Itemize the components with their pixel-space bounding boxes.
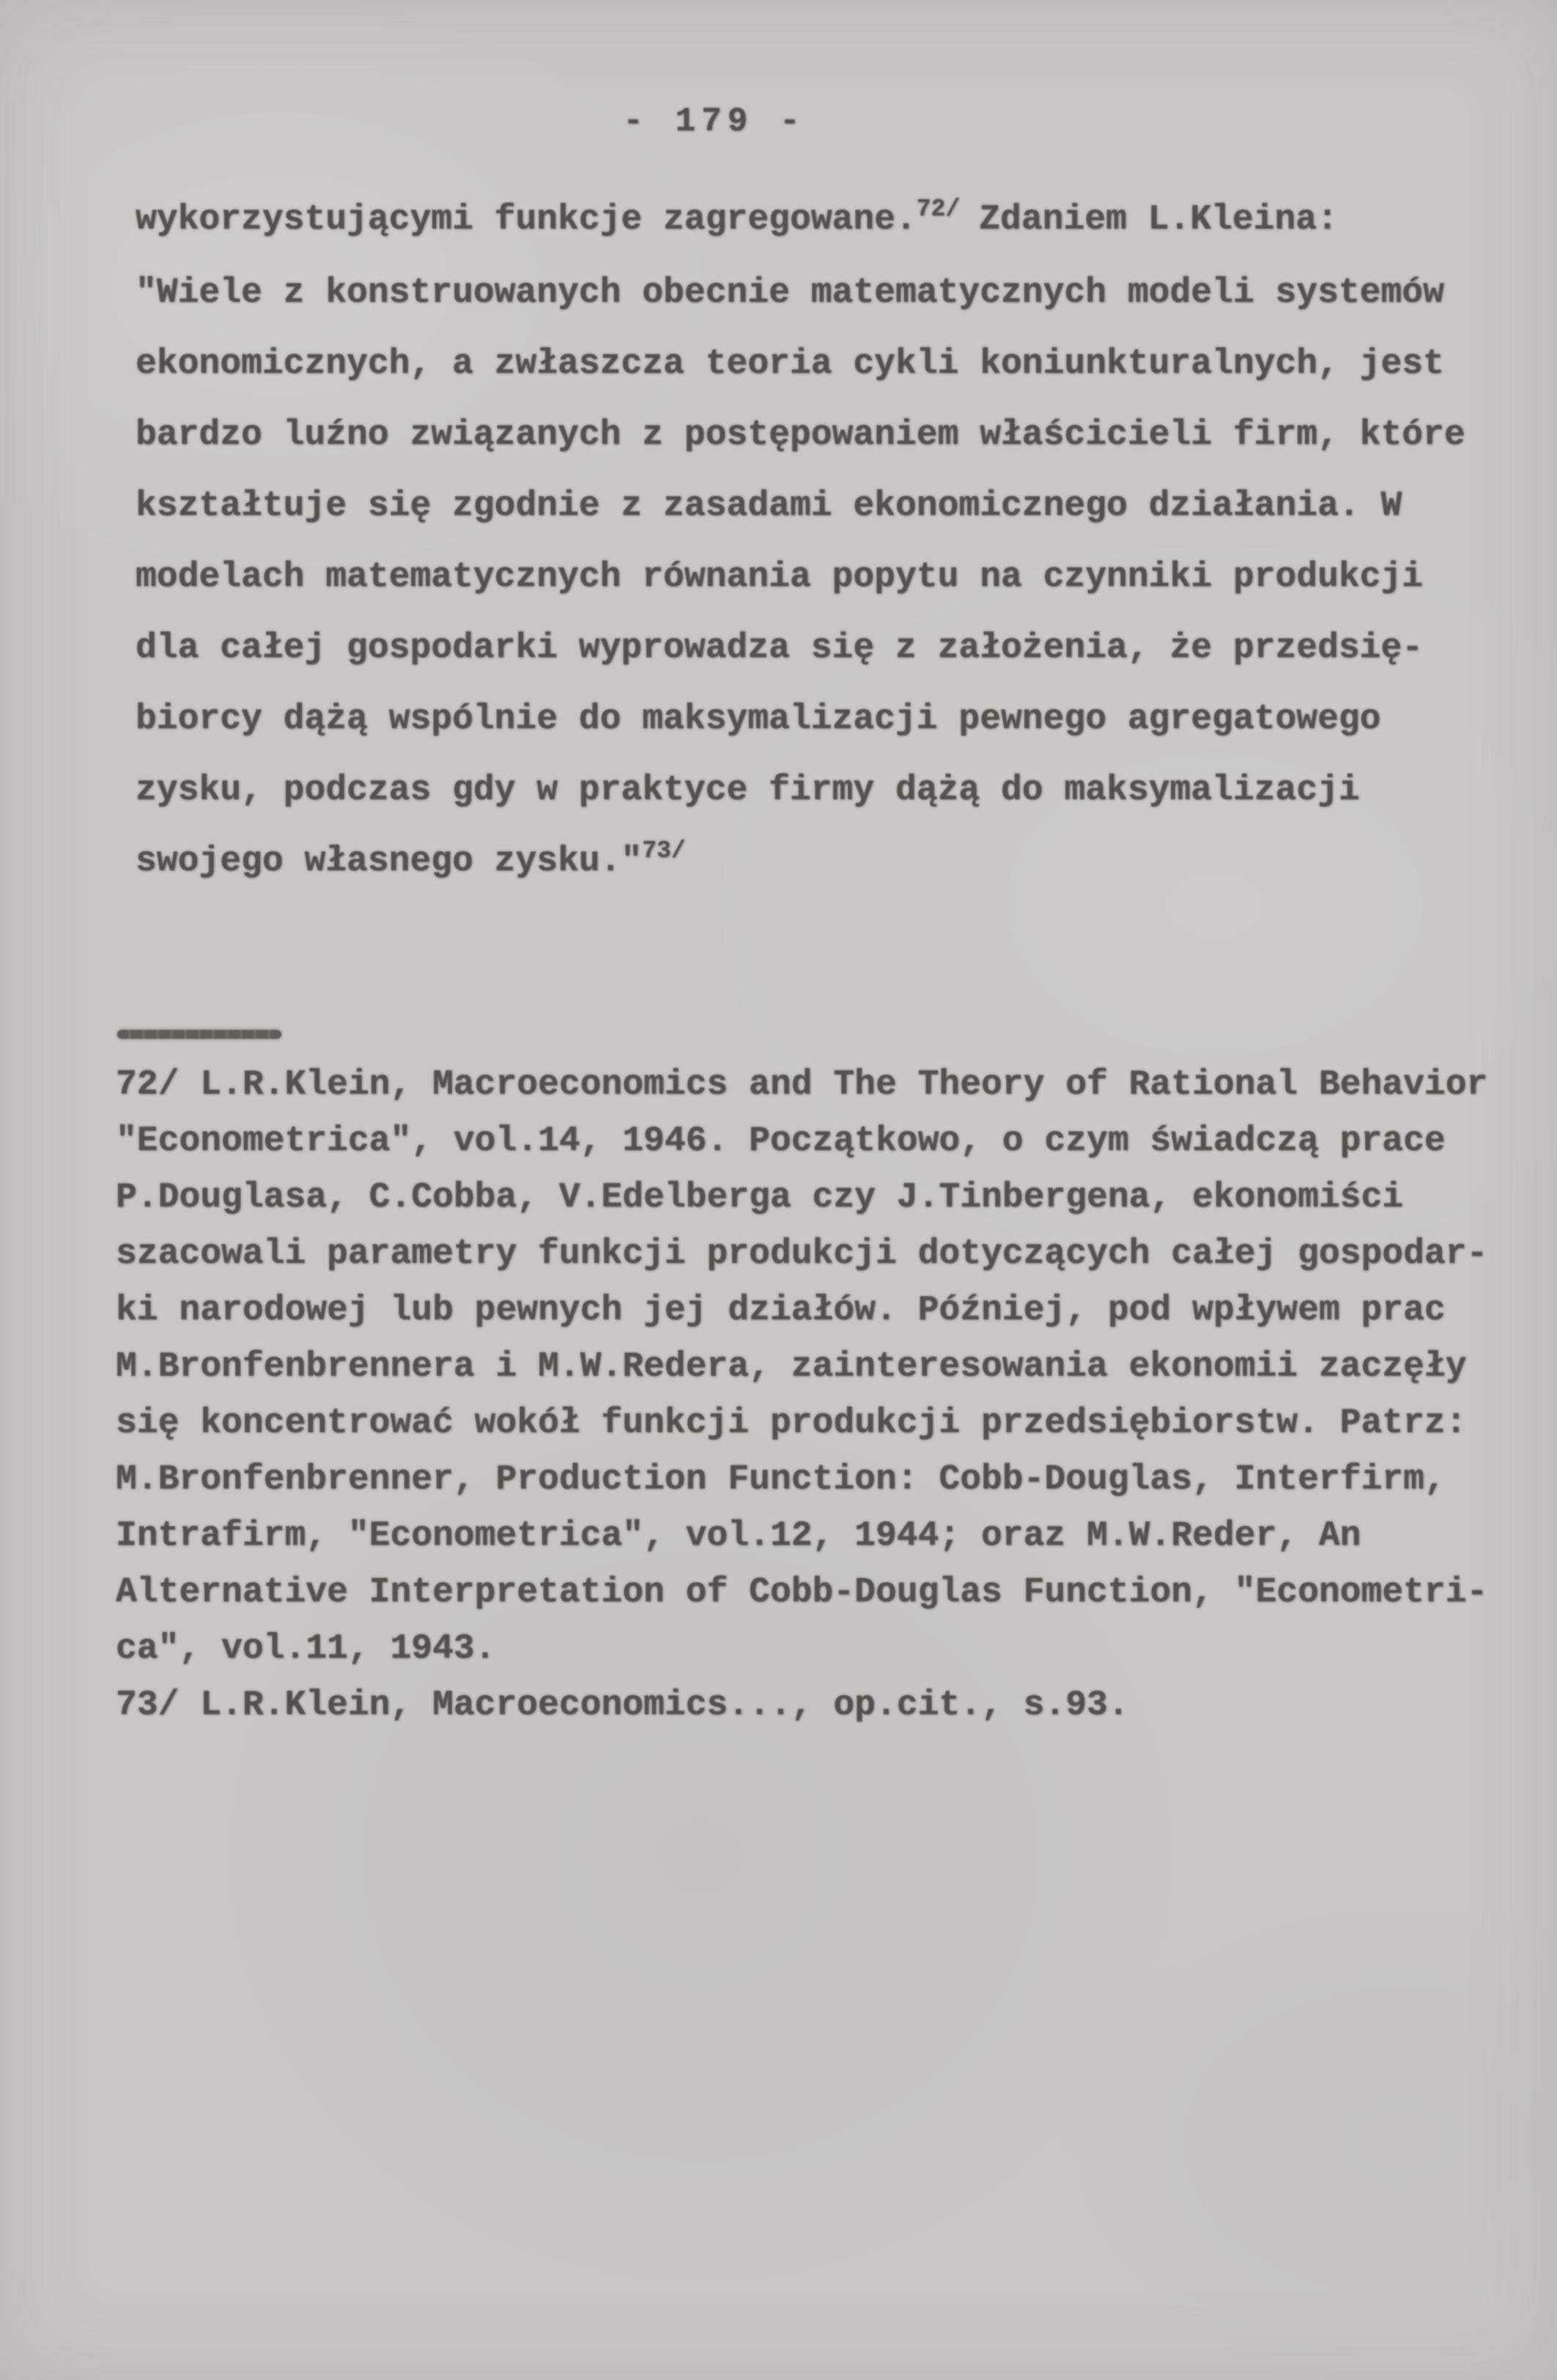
footnote-line: szacowali parametry funkcji produkcji dotyczących całej gospodar- — [116, 1234, 1488, 1274]
text-line: zysku, podczas gdy w praktyce firmy dążą do maksymalizacji — [136, 771, 1360, 810]
text-segment: wykorzystującymi funkcje zagregowane. — [136, 200, 917, 240]
footnote-line: M.Bronfenbrennera i M.W.Redera, zainteresowania ekonomii zaczęły — [116, 1347, 1467, 1387]
footnote-line: się koncentrować wokół funkcji produkcji przedsiębiorstw. Patrz: — [116, 1404, 1467, 1443]
footnote-ref-72: 72/ — [916, 195, 961, 223]
text-line: "Wiele z konstruowanych obecnie matematycznych modeli systemów — [136, 273, 1444, 313]
text-segment: Zdaniem L.Kleina: — [979, 200, 1338, 240]
footnote-line: ca", vol.11, 1943. — [116, 1629, 496, 1669]
footnote-line: 73/ L.R.Klein, Macroeconomics..., op.cit., s.93. — [116, 1686, 1129, 1725]
footnote-line: Alternative Interpretation of Cobb-Douglas Function, "Econometri- — [116, 1573, 1488, 1612]
footnote-ref-73: 73/ — [642, 837, 686, 864]
text-line — [136, 826, 1465, 900]
footnote-line: "Econometrica", vol.14, 1946. Początkowo, o czym świadczą prace — [116, 1122, 1446, 1161]
footnote-line: Intrafirm, "Econometrica", vol.12, 1944; oraz M.W.Reder, An — [116, 1516, 1361, 1556]
text-segment: swojego własnego zysku." — [136, 842, 643, 881]
text-line: biorcy dążą wspólnie do maksymalizacji pewnego agregatowego — [136, 700, 1381, 739]
footnote-line: M.Bronfenbrenner, Production Function: Cobb-Douglas, Interfirm, — [116, 1460, 1446, 1499]
footnote-line: ki narodowej lub pewnych jej działów. Później, pod wpływem prac — [116, 1291, 1446, 1330]
text-line — [136, 185, 1465, 258]
footnote-line: 72/ L.R.Klein, Macroeconomics and The Theory of Rational Behavior — [116, 1065, 1488, 1105]
text-line: modelach matematycznych równania popytu na czynniki produkcji — [136, 557, 1424, 597]
footnotes-block — [116, 1057, 1487, 1734]
footnote-line: P.Douglasa, C.Cobba, V.Edelberga czy J.Tinbergena, ekonomiści — [116, 1178, 1404, 1217]
text-line: bardzo luźno związanych z postępowaniem właścicieli firm, które — [136, 415, 1465, 455]
page-number: - 179 - — [623, 103, 806, 141]
body-paragraph — [136, 185, 1465, 900]
text-line: dla całej gospodarki wyprowadza się z założenia, że przedsię- — [136, 629, 1424, 668]
text-line: kształtuje się zgodnie z zasadami ekonomicznego działania. W — [136, 486, 1402, 526]
text-line: ekonomicznych, a zwłaszcza teoria cykli koniunkturalnych, jest — [136, 344, 1444, 384]
footnote-separator-rule — [117, 1030, 281, 1039]
